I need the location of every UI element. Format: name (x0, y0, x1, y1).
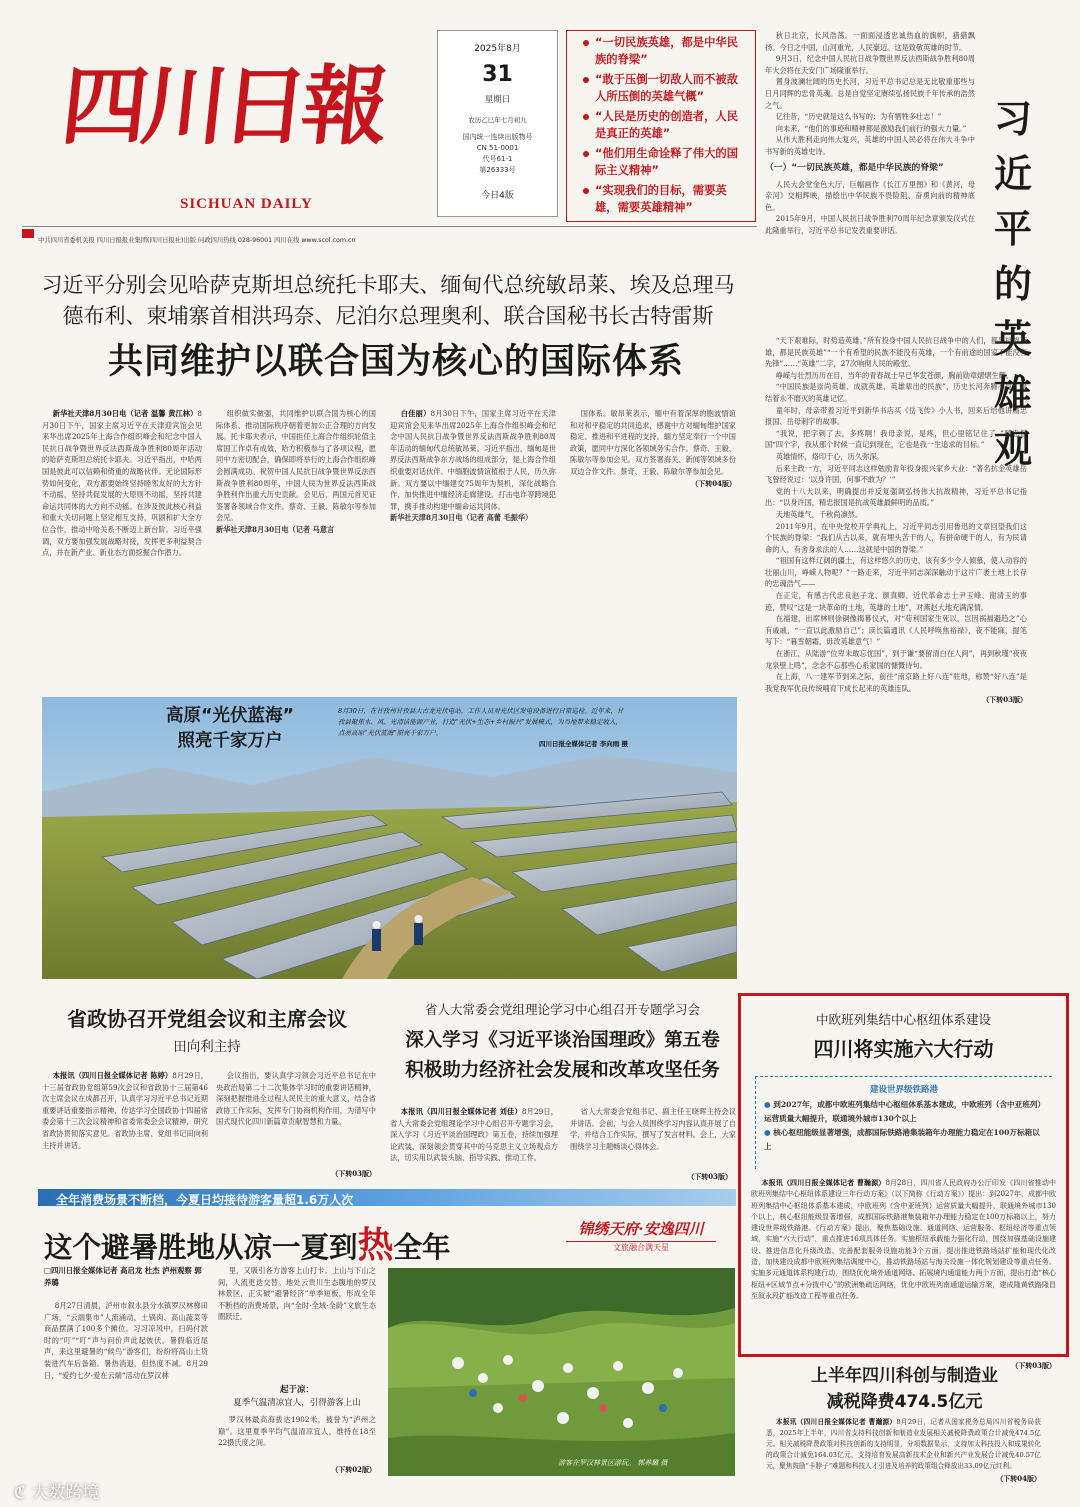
party-emblem-icon (22, 229, 34, 238)
npc-kicker: 省人大常委会党组理论学习中心组召开专题学习会 (424, 1002, 700, 1017)
watermark: ℭ 大数跨境 (14, 1483, 100, 1503)
date-year-month: 2025年8月 (474, 44, 521, 54)
feature-vertical-title: 习近平的英雄观 (993, 97, 1032, 471)
photo-caption: 8月30日，在甘孜州甘孜县大古龙光伏电站，工作人员对光伏区发电设备进行日常巡检。近年来，甘孜县聚焦水、风、光清洁能源产业，打造“光伏+生态+乡村振兴”发展模式，为当地带来稳定收入，点亮高原“光伏蓝海”照亮千家万户。 四川日报全媒体记者 李向雨 摄 (338, 707, 628, 748)
lead-col2-text: 组织做实做强，共同维护以联合国为核心的国际体系，推动国际秩序朝着更加公正合理的方向发展。托卡耶夫表示，中国担任上海合作组织轮值主席国工作卓有成效，哈方积极参与了各项议程，愿同中方密切配合，确保即将举行的上海合作组织峰会圆满成功。祝贺中国人民抗日战争暨世界反法西斯战争胜利80周年，中国人民为世界反法西斯战争胜利作出重大历史贡献。会见后，两国元首见证签署各领域合作文件。蔡奇、王毅、陈敏尔等参加会见。 (216, 409, 376, 523)
lead-col4-text: 国体系。敏昂莱表示，缅中有着深厚的胞波情谊和对和平稳定的共同追求，感谢中方对缅甸维护国家稳定、推进和平进程的支持。缅方坚定奉行一个中国政策，愿同中方深化各领域务实合作。蔡奇、王毅、陈敏尔等参加会见。双方签署海关、新闻等领域多份双边合作文件。蔡奇、王毅、陈敏尔等参加会见。 (570, 409, 736, 476)
masthead-strip (22, 226, 757, 244)
byline-marker-icon: □ (44, 1266, 51, 1275)
continued-note[interactable]: （下转03版） (1011, 1361, 1056, 1370)
tourism-banner-text: 全年消费场景不断档，今夏日均接待游客量超1.6万人次 (56, 1193, 354, 1207)
callout-item: ● 核心枢纽能级显著增强，成都国际铁路港集装箱年办理能力稳定在100万标箱以上 (764, 1128, 1040, 1151)
lead-col3-text: 白佳丽）8月30日下午，国家主席习近平在天津迎宾馆会见来华出席2025年上海合作组织峰会和纪念中国人民抗日战争暨世界反法西斯战争胜利80周年活动的缅甸代总统敏昂莱。习近平指出，缅甸是世界反法西斯战争东方战场的组成部分，是上海合作组织重要对话伙伴。中缅胞波情谊植根于人民，历久弥新。双方要以中缅建交75周年为契机，深化战略合作，加快推进中缅经济走廊建设，打击电诈等跨境犯罪，携手推动构建中缅命运共同体。 (390, 409, 556, 511)
lead-kicker: 习近平分别会见哈萨克斯坦总统托卡耶夫、缅甸代总统敏昂莱、埃及总理马德布利、柬埔寨首相洪玛奈、尼泊尔总理奥利、联合国秘书长古特雷斯 (41, 273, 735, 328)
cppcc-subhead: 田向利主持 (173, 1039, 241, 1055)
continued-note[interactable]: （下转02版） (331, 1465, 376, 1474)
camping-meadow-image (388, 1268, 735, 1476)
bullet-icon: ● (764, 1128, 771, 1137)
railway-headline: 四川将实施六大行动 (813, 1037, 994, 1061)
npc-headline: 深入学习《习近平谈治国理政》第五卷 积极助力经济社会发展和改革攻坚任务 (405, 1030, 720, 1081)
summer-column-3: 罗汉林最高海拔达1902米，被誉为“泸州之巅”。这里夏季平均气温清凉宜人，维持在18至22摄氏度之间。 (218, 1415, 376, 1448)
photo-title: 高原“光伏蓝海” 照亮千家万户 (166, 706, 295, 751)
bullet-icon (583, 114, 589, 120)
edition-count: 今日4版 (481, 191, 514, 201)
continued-note[interactable]: （下转03版） (687, 1172, 732, 1181)
tourism-banner (38, 1189, 736, 1206)
summer-headline: 这个避暑胜地从凉一夏到热全年 (44, 1225, 451, 1266)
lead-column-4 (570, 408, 736, 690)
serial-line: CN 51-0001 (476, 144, 519, 152)
column-logo (546, 1218, 736, 1253)
toc-item[interactable]: “人民是历史的创造者，人民是真正的英雄” (577, 109, 747, 142)
bullet-icon: ● (764, 1100, 771, 1109)
lead-col2-dateline: 新华社天津8月30日电（记者 马意言 (216, 524, 335, 534)
railway-callout-title: 建设世界级铁路港 (869, 1085, 938, 1095)
toc-item[interactable]: “一切民族英雄，都是中华民族的脊梁” (577, 35, 747, 68)
tax-body: 本报讯（四川日报全媒体记者 曹瀚源）8月29日，记者从国家税务总局四川省税务局获悉，2025年上半年，四川省支持科技创新和制造业发展相关减税降费政策合计减免474.5亿元。相关减税降费政策对科技创新的支持明显，分项数据显示，支持加大科技投入和成果转化的政策合计减免164.03亿元，支持培育发展高新技术企业和新兴产业发展合计减免40.57亿元，聚焦鼓励“卡脖子”难题和科技人才引进及培养的政策组合释放出33.09亿元红利。 (766, 1418, 1041, 1470)
masthead-logo: 四川日報 (56, 57, 388, 157)
cppcc-headline: 省政协召开党组会议和主席会议 (67, 1007, 347, 1031)
npc-column-1: 本报讯（四川日报全媒体记者 刘佳）8月29日，省人大常委会党组理论学习中心组召开专题学习会，深入学习《习近平谈治国理政》第五卷，持续加强理论武装，深刻领会贯穿其中的马克思主义立场观点方法，切实用以武装头脑、指导实践、推动工作。 (390, 1107, 558, 1163)
masthead-english-name: SICHUAN DAILY (180, 196, 313, 212)
column-logo-title: 锦绣天府·安逸四川 (578, 1220, 704, 1238)
feature-intro: 秋日北京，长风浩荡。一面面浸透忠诚热血的旗帜，猎猎飘扬。今日之中国，山河重光，人民豪迈。这是致敬英雄的时节。 9月3日，纪念中国人民抗日战争暨世界反法西斯战争胜利80周年大会将在天安门广场隆重举行。 置身波澜壮阔的历史长河，习近平总书记总是无比敬重那些与日月同辉的忠骨英魂。总是自觉坚定赓续弘扬民族千年传承的浩然之气。 亿往昔，“历史就是这么书写的：为有牺牲多壮志！” 向未来，“他们的事迹和精神都是激励我们前行的强大力量。” 从伟大胜利走向伟大复兴，英雄的中国人民必将在伟大斗争中书写新的英雄史诗。 （一）“一切民族英雄，都是中华民族的脊梁” 人民大会堂金色大厅，巨幅画作《长江万里图》和《黄河，母亲河》交相辉映，描绘出中华民族不畏险阻、奋勇向前的精神底色。 2015年9月，中国人民抗日战争胜利70周年纪念章颁发仪式在此隆重举行，习近平总书记发表重要讲话。 (765, 31, 975, 235)
cppcc-column-2: 会议指出，要认真学习领会习近平总书记在中央政治局第二十二次集体学习时的重要讲话精神，深刻把握推进全过程人民民主的重大意义，结合省政协工作实际，发挥专门协商机构作用，为谱写中国式现代化四川新篇章贡献智慧和力量。 (216, 1071, 376, 1127)
serial-line: 国内统一连续出版物号 (462, 133, 533, 141)
toc-item[interactable]: “实现我们的目标，需要英雄，需要英雄精神” (577, 183, 747, 216)
bullet-icon (583, 40, 589, 46)
resort-photo (388, 1268, 735, 1476)
bullet-icon (583, 188, 589, 194)
continued-note[interactable]: （下转04版） (691, 478, 736, 488)
railway-callout (755, 1076, 1052, 1169)
feature-body: “天下艰难际，时势造英雄。”所有投身中国人民抗日战争中的人们，都是抗战英雄，都是民族英雄”“一个有希望的民族不能没有英雄，一个有前途的国家不能没有先锋”……“英雄”二字，27次响彻人民的殿堂。 峥嵘与壮烈历历在目，当年的青春战士早已华发苍颜，胸前勋章熠熠生辉。 “中国民族是崇尚英雄、成就英雄、英雄辈出的民族”，历史长河奔腾不息，凝结着永不磨灭的英雄记忆。 童年时，母亲带着习近平到新华书店买《岳飞传》小人书，回来后给他讲精忠报国、岳母刺字的故事。 “我说，把字刺了去，多疼啊！我母亲说，是疼，但心里铭记住了。”精忠报国“四个字，我从那个时候一直记到现在，它也是我一生追求的目标。” 英雄情怀，烙印于心，历久弥深。 后来主政一方，习近平同志这样勉励青年投身振兴家乡大业：“著名抗金英雄岳飞曾经说过：‘以身许国，何事不敢为？’” 党的十八大以来，明确提出并反复强调弘扬伟大抗战精神，习近平总书记指出：“以身许国，精忠报国是抗战英雄最鲜明的品质。” 天地英雄气，千秋尚凛然。 2011年9月，在中央党校开学典礼上，习近平同志引用鲁迅的文章回望我们这个民族的脊梁：“我们从古以来，就有埋头苦干的人，有拼命硬干的人，有为民请命的人，有舍身求法的人……这就是中国的脊梁。” “祖国有这样辽阔的疆土，有这样悠久的历史，该有多少令人倾慕，使人动容的壮丽山川，峥嵘人物呢？”一路走来，习近平同志深深触动于这片广袤土地上长存的忠魂浩气—— 在正定，有感古代忠良赵子龙、颜真卿、近代革命志士尹玉峰、谢清玉的事迹，赞叹“这是一块革命的土地，英雄的土地”，对燕赵大地充满深情。 在福建，出席林则徐铜像揭幕仪式，对“苟利国家生死以，岂因祸福避趋之”心有戚戚，“一直以此激励自己”；读长篇通讯《人民呼唤焦裕禄》，夜不能寐，提笔写下：“暮雪朝霜，毋改英雄意气！” 在浙江，从陆游“位卑未敢忘忧国”，到于谦“要留清白在人间”，再到秋瑾“夜夜龙泉壁上鸣”，念念不忘那些心系家国的慷慨诗句。 在上海，八一建军节到来之际，前往“南京路上好八连”驻地，称赞“好八连”是我党我军优良传统哺育下成长起来的英雄连队。 （下转03版） (765, 336, 1027, 705)
toc-item[interactable]: “他们用生命诠释了伟大的国际主义精神” (577, 146, 747, 179)
lead-col1-text: 新华社天津8月30日电（记者 温馨 黄江林）8月30日下午，国家主席习近平在天津迎宾馆会见来华出席2025年上海合作组织峰会和纪念中国人民抗日战争暨世界反法西斯战争胜利80周年活动的哈萨克斯坦总统托卡耶夫。习近平指出，中哈两国是彼此可以信赖和倚重的战略伙伴。无论国际形势如何变化，双方都要始终坚持睦邻友好的大方针不动摇，坚持共促发展的大原则不动摇，坚持共建命运共同体的大方向不动摇。在涉及彼此核心利益和重大关切问题上坚定相互支持，巩固和扩大全方位合作，推动中哈关系不断迈上新台阶。习近平强调，双方要加强发展战略对接，发挥更多利益契合点，并在新产业、新业态方面挖掘合作潜力。 (42, 409, 202, 558)
photo-credit: 四川日报全媒体记者 李向雨 摄 (538, 740, 628, 748)
summer-column-2: 里，又吸引各方游客上山打卡。上山与下山之间，人流更迭交替。地处云贵川生态腹地的罗汉林景区，正实破“避暑经济”单季短板，形成全年不断档的消费场景，向“全时·全域·全龄”文旅生态圈跃迁。 (218, 1266, 376, 1322)
continued-note[interactable]: （下转03版） (331, 1169, 376, 1178)
cppcc-column-1: 本报讯（四川日报全媒体记者 陈婷）8月29日，十三届省政协党组第59次会议和省政协十三届第46次主席会议在成都召开，认真学习习近平总书记近期重要讲话重要指示精神，传达学习全国政协十四届常委会第十三次会议精神和省委常委会会议精神，研究省政协贯彻落实意见。省政协主席、党组书记田向利主持并讲话。 (42, 1071, 208, 1150)
lead-column-2 (216, 408, 376, 690)
lead-col3-dateline: 新华社天津8月30日电（记者 高蕾 毛振华） (390, 513, 533, 523)
watermark-logo-icon: ℭ (14, 1483, 26, 1503)
continued-note[interactable]: （下转03版） (982, 695, 1027, 705)
lead-column-3 (390, 408, 556, 690)
date-box (437, 30, 558, 217)
railway-body: 本报讯（四川日报全媒体记者 曹瀚源）8月28日，四川省人民政府办公厅印发《四川省推动中欧班列集结中心枢纽体系建设三年行动方案》（以下简称《行动方案》）提出：到2027年，成都中欧班列集结中心枢纽体系基本建成，中欧班列（含中亚班列）运营质量大幅提升，联通境外城市130个以上，核心枢纽能级显著增强，成都国际铁路港集装箱年办理能力稳定在100万标箱以上，努力建设世界级铁路港。《行动方案》提出，聚焦基础设施、通道网络、运营服务、枢纽经济等重点领域，实施“六大行动”，重点推进16项具体任务。实施枢纽承载能力强化行动，围绕加强基础设施建设、推进信息化升级改造、完善配套服务设施功能3个方面，提出推进铁路场站扩能和现代化改造，加快建设成都中欧班列集结调度中心，推动铁路场站与海关设施一体化规划建设等重点任务。实施多元通道体系构建行动，围绕优化境外通道网络、拓展境内通道能力两个方面，提出打造“核心枢纽+区域节点+分拨中心”的欧洲集疏运网络，优化中欧班列南通道运输方案，建成隆黄铁路隆昌至叙永段扩能改造工程等重点任务。 (751, 1178, 1056, 1300)
tax-headline: 上半年四川科创与制造业 减税降费474.5亿元 (811, 1366, 998, 1412)
toc-item[interactable]: “敢于压倒一切敌人而不被敌人所压倒的英雄气概” (577, 72, 747, 105)
serial-line: 第26333号 (479, 166, 516, 174)
bullet-icon (583, 151, 589, 157)
masthead-strip-text: 中共四川省委机关报 四川日报报业集团(四川日报社)出版 问政四川热线 028-96001 四川在线 www.scol.com.cn (38, 237, 356, 244)
railway-box (738, 993, 1069, 1370)
date-lunar: 农历乙巳年七月初九 (468, 116, 527, 124)
date-weekday: 星期日 (484, 95, 511, 105)
date-day: 31 (482, 62, 513, 87)
railway-kicker: 中欧班列集结中心枢纽体系建设 (815, 1012, 991, 1027)
feature-section-heading: （一）“一切民族英雄，都是中华民族的脊梁” (765, 162, 944, 173)
continued-note[interactable]: （下转04版） (996, 1474, 1041, 1483)
bullet-icon (583, 77, 589, 83)
column-logo-sub: 文旅融合满天星 (566, 1241, 716, 1253)
npc-column-2: 省人大常委会党组书记、副主任王晓晖主持会议并讲话。会前，与会人员围绕学习内容认真开展了自学，并结合工作实际，撰写了发言材料。会上，大家围绕学习主题畅谈心得体会。 (570, 1107, 736, 1151)
resort-photo-caption: 游客在罗汉林景区游玩。 郭养璐 摄 (558, 1459, 668, 1467)
lead-column-1 (42, 408, 202, 690)
lead-headline: 共同维护以联合国为核心的国际体系 (107, 342, 684, 382)
toc-box (566, 30, 756, 222)
summer-column-1: 8月27日清晨，泸州市叙永县分水镇罗汉林梯田广场，“云端集市”人流涌动，土锅肉、高山蔬菜等商品摆满了100多个摊位。习习凉风中，扫码付款时的“叮”“叮”声与问价声此起彼伏。暑假临近尾声，来这里避暑的“候鸟”游客们，纷纷将高山土货装进汽车后备箱。暑热消退，但热度不减。8月29日，“爱约七夕·爱在云端”活动在罗汉林 (44, 1301, 208, 1380)
summer-subheading: 起于凉： 夏季气温清凉宜人，引得游客上山 (233, 1385, 361, 1408)
serial-line: 代号61-1 (482, 155, 513, 163)
summer-byline: □四川日报全媒体记者 高启龙 杜杰 泸州观察 郭养璐 (44, 1266, 202, 1287)
callout-item: ● 到2027年，成都中欧班列集结中心枢纽体系基本建成，中欧班列（含中亚班列）运营质量大幅提升，联通境外城市130个以上 (764, 1100, 1042, 1123)
